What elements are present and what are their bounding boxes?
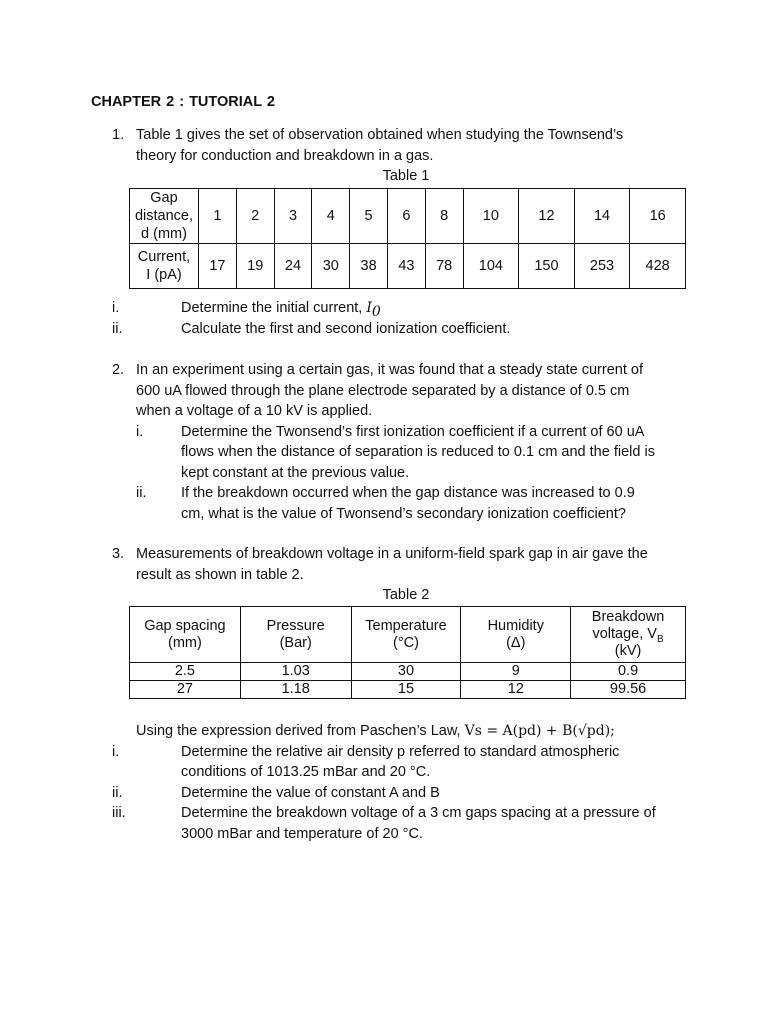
- sub-question: i. Determine the relative air density p referred to standard atmospheric conditions of 1013.25 mBar and 20 °C.: [112, 743, 620, 780]
- table-cell: 15: [351, 681, 461, 699]
- table-cell: 14: [574, 189, 630, 244]
- sub-question: i. Determine the initial current, $I_0$: [112, 300, 381, 320]
- table-cell: 16: [630, 189, 686, 244]
- table-cell: 17: [199, 244, 237, 289]
- table-header-row: [130, 607, 686, 663]
- table-header-cell: Breakdown voltage, $V_B$ (kV): [571, 607, 686, 663]
- table-cell: 78: [425, 244, 463, 289]
- question-text: when a voltage of a 10 kV is applied.: [136, 403, 373, 419]
- table-cell: 12: [519, 189, 575, 244]
- question-number: 1.: [112, 127, 125, 143]
- table-cell: 150: [519, 244, 575, 289]
- table-cell: 27: [130, 681, 241, 699]
- sub-question: ii. Determine the value of constant A and B: [112, 784, 440, 801]
- table-row: [130, 663, 686, 681]
- table-cell: 253: [574, 244, 630, 289]
- page-title: CHAPTER 2 : TUTORIAL 2: [91, 94, 275, 110]
- question-text: result as shown in table 2.: [136, 566, 304, 583]
- table-cell: 2.5: [130, 663, 241, 681]
- question-text: 600 uA flowed through the plane electrode separated by a distance of 0.5 cm: [136, 382, 630, 399]
- table-cell: 30: [351, 663, 461, 681]
- table-cell: 38: [350, 244, 388, 289]
- table-cell: 4: [312, 189, 350, 244]
- table-cell: 19: [236, 244, 274, 289]
- table-cell: 43: [387, 244, 425, 289]
- paschen-law-intro: Using the expression derived from Paschen’s Law, Vs = A(pd) + B(√pd);: [136, 723, 615, 739]
- paschen-formula: Vs = A(pd) + B(√pd);: [464, 723, 615, 739]
- table-header-cell: Gap spacing (mm): [130, 607, 241, 663]
- table-row: [130, 244, 686, 289]
- table-cell: 10: [463, 189, 519, 244]
- table-cell: 5: [350, 189, 388, 244]
- table-cell: 24: [274, 244, 312, 289]
- table-header-cell: Current, I (pA): [130, 244, 199, 289]
- sub-question: ii. Calculate the first and second ionization coefficient.: [112, 320, 511, 337]
- table-caption: Table 1: [382, 168, 430, 184]
- table-header-cell: Humidity (Δ): [461, 607, 571, 663]
- question-text: In an experiment using a certain gas, it was found that a steady state current of: [136, 362, 643, 378]
- table-cell: 1: [199, 189, 237, 244]
- table-cell: 99.56: [571, 681, 686, 699]
- sub-question: ii. If the breakdown occurred when the gap distance was increased to 0.9 cm, what is the value of Twonsend’s secondary ionization coefficient?: [136, 485, 635, 522]
- table-header-cell: Pressure (Bar): [240, 607, 351, 663]
- table-cell: 9: [461, 663, 571, 681]
- table-row: [130, 189, 686, 244]
- sub-question: iii. Determine the breakdown voltage of a 3 cm gaps spacing at a pressure of 3000 mBar and temperature of 20 °C.: [112, 805, 656, 842]
- question-1: [112, 125, 687, 166]
- table-header-cell: Gap distance, d (mm): [130, 189, 199, 244]
- table-row: [130, 681, 686, 699]
- question-number: 3.: [112, 546, 125, 562]
- table-cell: 428: [630, 244, 686, 289]
- table-cell: 104: [463, 244, 519, 289]
- table-cell: 30: [312, 244, 350, 289]
- table-cell: 8: [425, 189, 463, 244]
- table-cell: 2: [236, 189, 274, 244]
- table-cell: 12: [461, 681, 571, 699]
- table-cell: 1.18: [240, 681, 351, 699]
- table-1: [129, 188, 686, 289]
- question-text: Measurements of breakdown voltage in a uniform-field spark gap in air gave the: [136, 546, 648, 562]
- table-cell: 3: [274, 189, 312, 244]
- table-cell: 1.03: [240, 663, 351, 681]
- question-2: [112, 360, 687, 524]
- question-3: [112, 544, 687, 585]
- table-header-cell: Temperature (°C): [351, 607, 461, 663]
- question-text: theory for conduction and breakdown in a gas.: [136, 147, 434, 164]
- table-cell: 0.9: [571, 663, 686, 681]
- table-caption: Table 2: [382, 587, 430, 603]
- question-1-parts: [112, 298, 687, 339]
- question-text: Table 1 gives the set of observation obtained when studying the Townsend’s: [136, 127, 624, 143]
- question-number: 2.: [112, 362, 125, 378]
- sub-question: i. Determine the Twonsend’s first ionization coefficient if a current of 60 uA flows when the distance of separation is reduced to 0.1 cm and the field is kept constant at the previous value.: [136, 423, 655, 481]
- table-cell: 6: [387, 189, 425, 244]
- question-3-parts: [112, 721, 687, 844]
- table-2: [129, 606, 686, 699]
